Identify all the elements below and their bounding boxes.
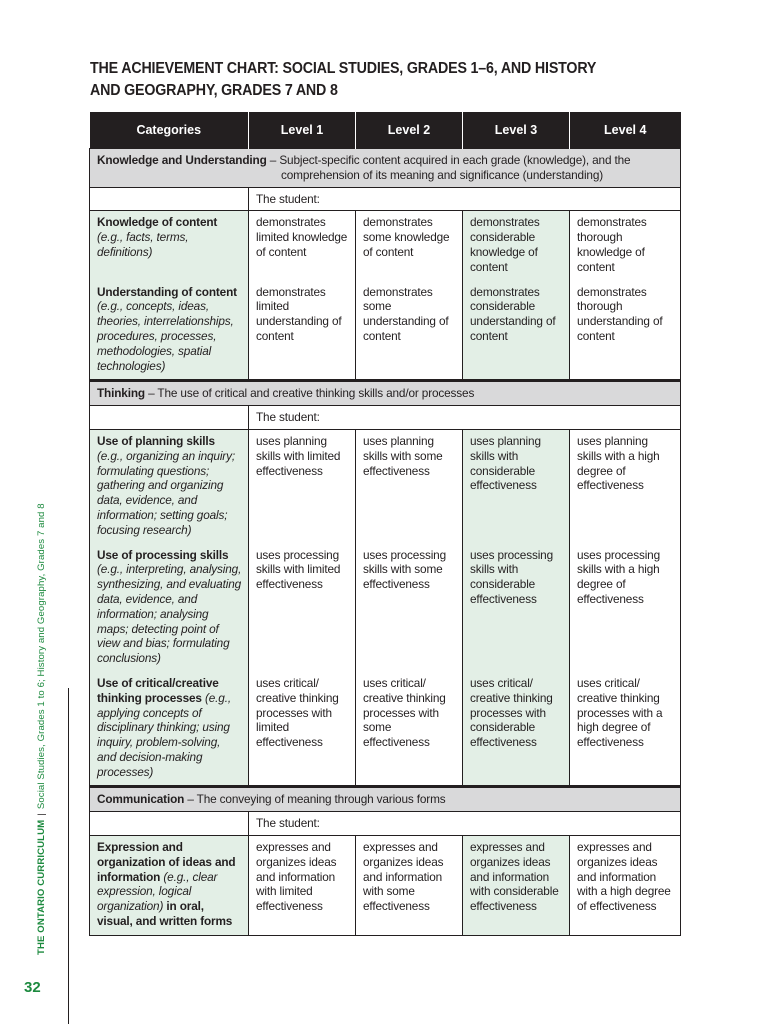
curriculum-brand: THE ONTARIO CURRICULUM: [36, 819, 47, 955]
category-examples: (e.g., clear expression, logical organization): [97, 869, 218, 914]
section-description: – Subject-specific content acquired in each grade (knowledge), and the comprehension of its meaning and significance (understanding): [269, 153, 631, 182]
level-3-cell: uses planning skills with considerable effectiveness: [463, 429, 570, 543]
achievement-chart-table: [89, 112, 681, 936]
header-categories: Categories: [90, 112, 249, 149]
section-description: – The conveying of meaning through various forms: [187, 792, 446, 807]
level-2-cell: uses critical/ creative thinking processes with some effectiveness: [356, 672, 463, 787]
category-cell: [90, 544, 249, 672]
category-name: Use of planning skills: [97, 433, 215, 448]
table-row: [90, 211, 681, 281]
category-examples: (e.g., organizing an inquiry; formulating questions; gathering and organizing data, evidence, and information; setting goals; focusing research): [97, 448, 235, 537]
level-3-cell: demonstrates considerable understanding of content: [463, 281, 570, 381]
student-row: [90, 187, 681, 211]
student-label: The student:: [249, 812, 681, 836]
section-row: [90, 149, 681, 188]
header-level-3: Level 3: [463, 112, 570, 149]
category-name: Use of processing skills: [97, 547, 229, 562]
header-level-4: Level 4: [570, 112, 681, 149]
title-line-2: AND GEOGRAPHY, GRADES 7 AND 8: [90, 82, 338, 99]
category-cell: [90, 836, 249, 936]
level-1-cell: demonstrates limited knowledge of content: [249, 211, 356, 281]
category-cell: [90, 281, 249, 381]
level-1-cell: demonstrates limited understanding of content: [249, 281, 356, 381]
table-row: [90, 544, 681, 672]
student-label: The student:: [249, 187, 681, 211]
page-title: [90, 58, 642, 102]
category-name: Expression and organization of ideas and information: [97, 840, 236, 884]
level-2-cell: demonstrates some understanding of content: [356, 281, 463, 381]
section-row: [90, 381, 681, 406]
level-3-cell: demonstrates considerable knowledge of content: [463, 211, 570, 281]
header-level-2: Level 2: [356, 112, 463, 149]
level-4-cell: uses planning skills with a high degree of effectiveness: [570, 429, 681, 543]
level-2-cell: uses planning skills with some effectiveness: [356, 429, 463, 543]
table-row: [90, 672, 681, 787]
student-label: The student:: [249, 406, 681, 430]
table-row: [90, 836, 681, 936]
section-name: Communication: [97, 792, 185, 807]
table-row: [90, 281, 681, 381]
header-row: [90, 112, 681, 149]
level-1-cell: uses critical/ creative thinking processes with limited effectiveness: [249, 672, 356, 787]
level-4-cell: demonstrates thorough knowledge of content: [570, 211, 681, 281]
level-4-cell: uses critical/ creative thinking processes with a high degree of effectiveness: [570, 672, 681, 787]
student-row-blank: [90, 812, 249, 836]
level-3-cell: expresses and organizes ideas and information with considerable effectiveness: [463, 836, 570, 936]
level-3-cell: uses critical/ creative thinking processes with considerable effectiveness: [463, 672, 570, 787]
level-1-cell: uses processing skills with limited effectiveness: [249, 544, 356, 672]
level-4-cell: uses processing skills with a high degree of effectiveness: [570, 544, 681, 672]
title-line-1: THE ACHIEVEMENT CHART: SOCIAL STUDIES, GRADES 1–6, AND HISTORY: [90, 60, 597, 77]
level-2-cell: demonstrates some knowledge of content: [356, 211, 463, 281]
category-cell: [90, 211, 249, 281]
section-description: – The use of critical and creative thinking skills and/or processes: [148, 386, 475, 401]
category-suffix: in oral, visual, and written forms: [97, 899, 233, 929]
level-2-cell: expresses and organizes ideas and information with some effectiveness: [356, 836, 463, 936]
section-knowledge: [90, 149, 681, 188]
category-examples: (e.g., facts, terms, definitions): [97, 230, 189, 259]
page-number: 32: [24, 979, 41, 996]
category-name: Understanding of content: [97, 284, 237, 299]
section-name: Thinking: [97, 386, 145, 401]
section-communication: [90, 787, 681, 812]
level-1-cell: uses planning skills with limited effectiveness: [249, 429, 356, 543]
category-examples: (e.g., applying concepts of disciplinary thinking; using inquiry, problem-solving, and decision-making processes): [97, 690, 231, 779]
category-name: Use of critical/creative thinking processes: [97, 675, 219, 705]
level-4-cell: expresses and organizes ideas and information with a high degree of effectiveness: [570, 836, 681, 936]
level-2-cell: uses processing skills with some effectiveness: [356, 544, 463, 672]
running-footer: [36, 503, 47, 955]
table-row: [90, 429, 681, 543]
document-subtitle: Social Studies, Grades 1 to 6; History and Geography, Grades 7 and 8: [36, 503, 47, 810]
category-cell: [90, 429, 249, 543]
student-row: [90, 812, 681, 836]
category-examples: (e.g., interpreting, analysing, synthesizing, and evaluating data, evidence, and information; analysing maps; detecting point of view and bias; formulating conclusions): [97, 562, 242, 666]
student-row: [90, 406, 681, 430]
level-4-cell: demonstrates thorough understanding of content: [570, 281, 681, 381]
category-name: Knowledge of content: [97, 215, 218, 230]
category-examples: (e.g., concepts, ideas, theories, interrelationships, procedures, processes, methodologies, spatial technologies): [97, 299, 234, 373]
section-name: Knowledge and Understanding: [97, 153, 267, 167]
header-level-1: Level 1: [249, 112, 356, 149]
student-row-blank: [90, 187, 249, 211]
level-3-cell: uses processing skills with considerable effectiveness: [463, 544, 570, 672]
margin-rule: [68, 688, 69, 1024]
level-1-cell: expresses and organizes ideas and information with limited effectiveness: [249, 836, 356, 936]
section-thinking: [90, 381, 681, 406]
footer-separator: |: [36, 813, 47, 816]
section-row: [90, 787, 681, 812]
student-row-blank: [90, 406, 249, 430]
category-cell: [90, 672, 249, 787]
